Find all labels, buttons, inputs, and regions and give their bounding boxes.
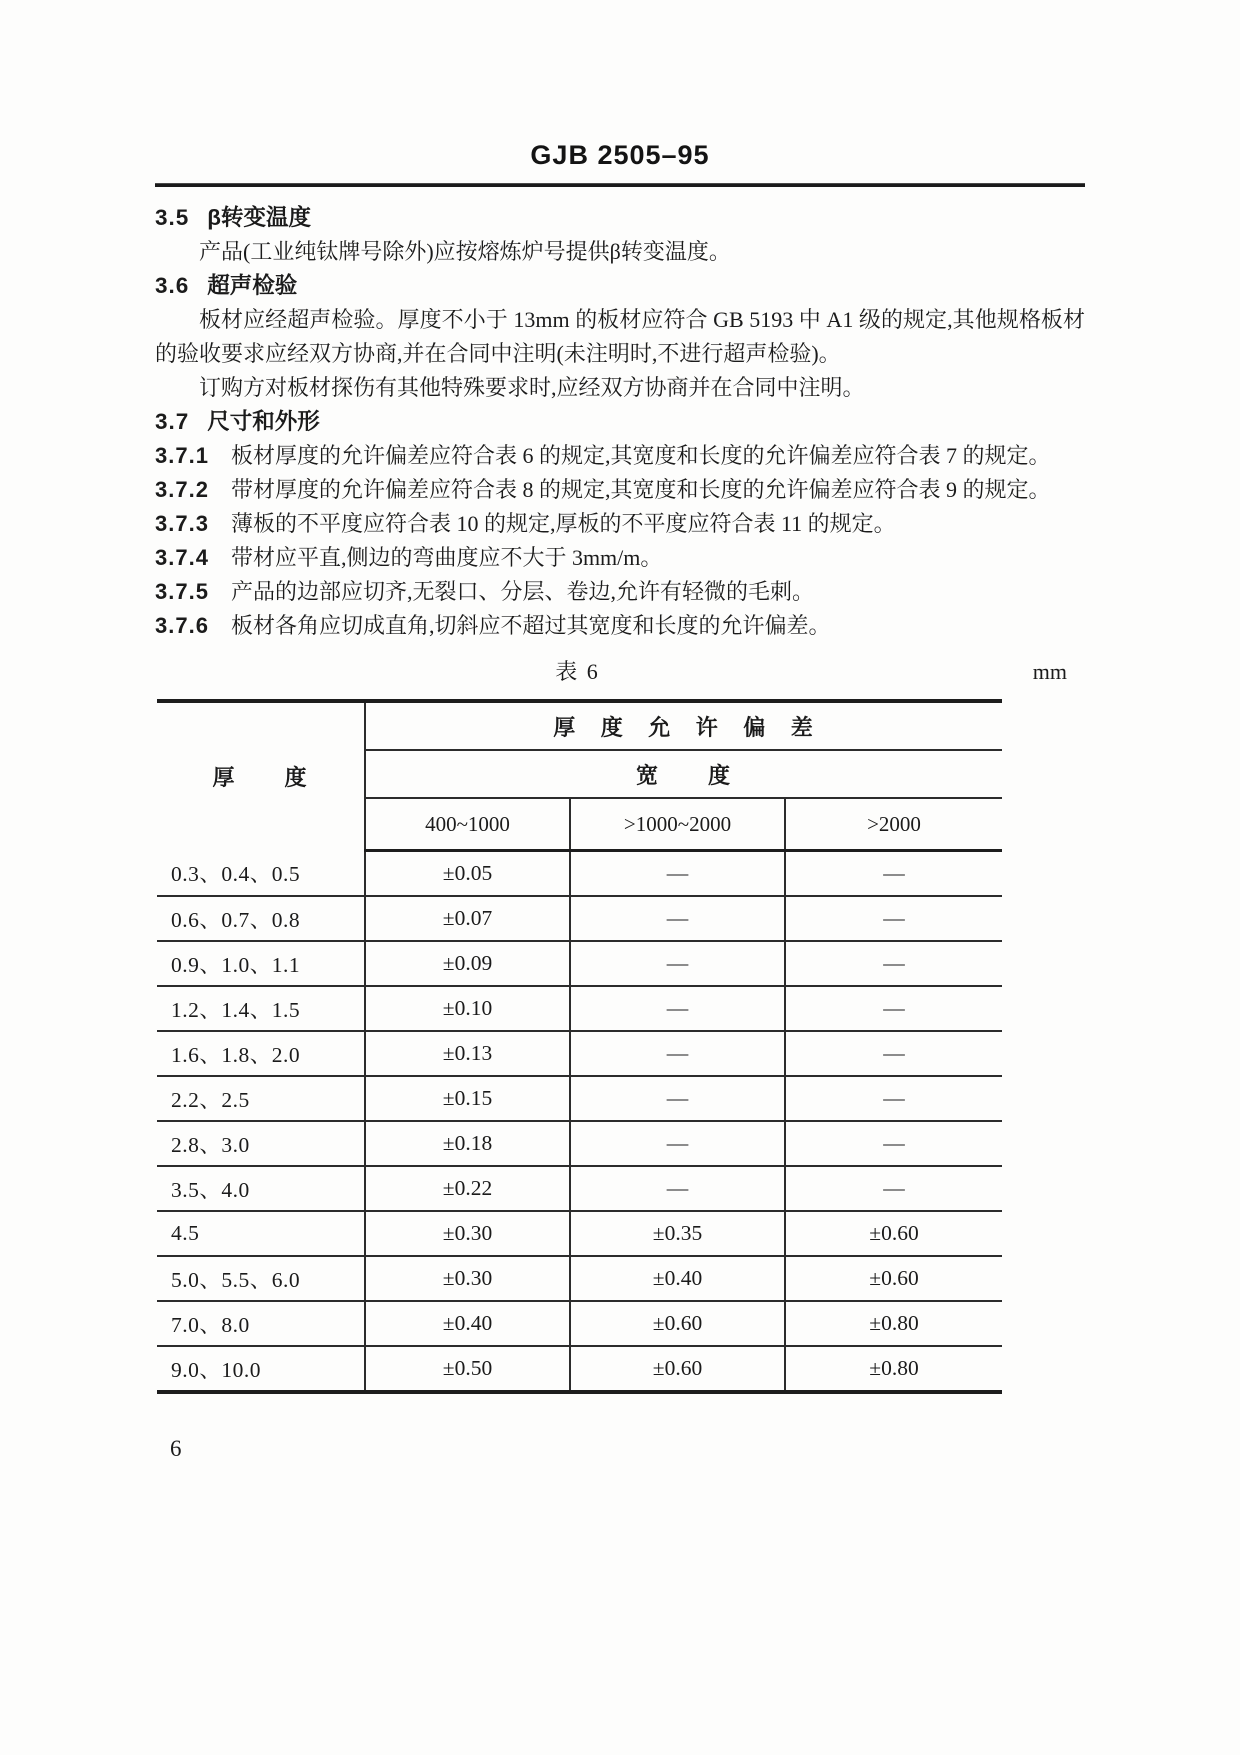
cell-dev-1000-2000: ±0.60 <box>570 1301 785 1346</box>
cell-dev-400-1000: ±0.05 <box>365 851 570 897</box>
cell-dev-over-2000: ±0.80 <box>785 1346 1002 1392</box>
clause-number: 3.7.5 <box>155 579 209 604</box>
clause <box>155 541 1085 575</box>
cell-dev-over-2000: ±0.60 <box>785 1256 1002 1301</box>
cell-dev-400-1000: ±0.30 <box>365 1211 570 1256</box>
cell-dev-1000-2000: ±0.35 <box>570 1211 785 1256</box>
paragraph <box>155 371 1085 405</box>
table-caption: 表 6 <box>555 659 600 684</box>
cell-thickness: 1.2、1.4、1.5 <box>157 986 365 1031</box>
table6-header-deviation: 厚 度 允 许 偏 差 <box>365 701 1002 750</box>
cell-dev-over-2000: ±0.80 <box>785 1301 1002 1346</box>
table-row <box>157 1211 1002 1256</box>
cell-dev-400-1000: ±0.10 <box>365 986 570 1031</box>
table-row <box>157 851 1002 897</box>
table6-body <box>157 851 1002 1393</box>
paragraph-text: 板材应经超声检验。厚度不小于 13mm 的板材应符合 GB 5193 中 A1 级的规定,其他规格板材的验收要求应经双方协商,并在合同中注明(未注明时,不进行超声检验)。 <box>155 307 1085 366</box>
cell-thickness: 0.3、0.4、0.5 <box>157 851 365 897</box>
clause-title: 超声检验 <box>207 273 298 298</box>
cell-dev-400-1000: ±0.18 <box>365 1121 570 1166</box>
clause-number: 3.5 <box>155 205 190 230</box>
document-code: GJB 2505–95 <box>530 140 710 170</box>
clause-text: 板材各角应切成直角,切斜应不超过其宽度和长度的允许偏差。 <box>230 613 831 638</box>
cell-dev-400-1000: ±0.30 <box>365 1256 570 1301</box>
table-row <box>157 1346 1002 1392</box>
cell-dev-1000-2000: — <box>570 1166 785 1211</box>
cell-dev-1000-2000: ±0.40 <box>570 1256 785 1301</box>
cell-dev-400-1000: ±0.07 <box>365 896 570 941</box>
table-row <box>157 1166 1002 1211</box>
table-row <box>157 1121 1002 1166</box>
table6-header-width: 宽 度 <box>365 750 1002 798</box>
table-row <box>157 986 1002 1031</box>
clause <box>155 507 1085 541</box>
cell-dev-1000-2000: — <box>570 1076 785 1121</box>
table-row <box>157 1076 1002 1121</box>
cell-dev-over-2000: — <box>785 1121 1002 1166</box>
clause-number: 3.7.1 <box>155 443 209 468</box>
clause-heading <box>155 405 1085 439</box>
cell-dev-over-2000: — <box>785 986 1002 1031</box>
clauses <box>155 201 1085 643</box>
clause-text: 薄板的不平度应符合表 10 的规定,厚板的不平度应符合表 11 的规定。 <box>230 511 896 536</box>
cell-dev-400-1000: ±0.22 <box>365 1166 570 1211</box>
cell-dev-1000-2000: — <box>570 851 785 897</box>
clause-heading <box>155 201 1085 235</box>
cell-dev-over-2000: — <box>785 1031 1002 1076</box>
cell-dev-400-1000: ±0.15 <box>365 1076 570 1121</box>
table-unit-label: mm <box>1032 659 1067 684</box>
cell-dev-400-1000: ±0.09 <box>365 941 570 986</box>
clause <box>155 575 1085 609</box>
cell-thickness: 5.0、5.5、6.0 <box>157 1256 365 1301</box>
cell-dev-1000-2000: ±0.60 <box>570 1346 785 1392</box>
table6-header-range-2: >1000~2000 <box>570 798 785 851</box>
cell-dev-over-2000: — <box>785 896 1002 941</box>
clause-number: 3.7.2 <box>155 477 209 502</box>
table6-header-range-1: 400~1000 <box>365 798 570 851</box>
cell-thickness: 2.8、3.0 <box>157 1121 365 1166</box>
clause-text: 产品的边部应切齐,无裂口、分层、卷边,允许有轻微的毛刺。 <box>230 579 814 604</box>
paragraph <box>155 235 1085 269</box>
table-row <box>157 1256 1002 1301</box>
cell-dev-1000-2000: — <box>570 896 785 941</box>
clause <box>155 439 1085 473</box>
cell-thickness: 0.6、0.7、0.8 <box>157 896 365 941</box>
clause-heading <box>155 269 1085 303</box>
cell-dev-1000-2000: — <box>570 1121 785 1166</box>
clause-number: 3.7 <box>155 409 190 434</box>
cell-thickness: 4.5 <box>157 1211 365 1256</box>
clause-number: 3.7.3 <box>155 511 209 536</box>
cell-thickness: 2.2、2.5 <box>157 1076 365 1121</box>
cell-thickness: 1.6、1.8、2.0 <box>157 1031 365 1076</box>
table6-header-thickness: 厚 度 <box>157 701 365 851</box>
paragraph-text: 订购方对板材探伤有其他特殊要求时,应经双方协商并在合同中注明。 <box>199 375 865 400</box>
clause <box>155 473 1085 507</box>
page-content <box>155 140 1085 1462</box>
clause-number: 3.7.4 <box>155 545 209 570</box>
clause-text: 带材应平直,侧边的弯曲度应不大于 3mm/m。 <box>230 545 663 570</box>
clause-text: 板材厚度的允许偏差应符合表 6 的规定,其宽度和长度的允许偏差应符合表 7 的规定。 <box>230 443 1051 468</box>
cell-dev-1000-2000: — <box>570 1031 785 1076</box>
cell-dev-400-1000: ±0.40 <box>365 1301 570 1346</box>
cell-thickness: 7.0、8.0 <box>157 1301 365 1346</box>
table-row <box>157 941 1002 986</box>
table-row <box>157 1031 1002 1076</box>
clause-text: 带材厚度的允许偏差应符合表 8 的规定,其宽度和长度的允许偏差应符合表 9 的规定。 <box>230 477 1051 502</box>
page-number: 6 <box>170 1436 182 1461</box>
cell-dev-1000-2000: — <box>570 941 785 986</box>
cell-dev-400-1000: ±0.13 <box>365 1031 570 1076</box>
cell-dev-over-2000: — <box>785 1076 1002 1121</box>
table6-header-range-3: >2000 <box>785 798 1002 851</box>
cell-dev-over-2000: — <box>785 1166 1002 1211</box>
clause-title: 尺寸和外形 <box>207 409 320 434</box>
cell-dev-1000-2000: — <box>570 986 785 1031</box>
cell-thickness: 9.0、10.0 <box>157 1346 365 1392</box>
cell-dev-over-2000: — <box>785 941 1002 986</box>
paragraph <box>155 303 1085 371</box>
paragraph-text: 产品(工业纯钛牌号除外)应按熔炼炉号提供β转变温度。 <box>199 239 731 264</box>
cell-dev-over-2000: — <box>785 851 1002 897</box>
clause-number: 3.6 <box>155 273 190 298</box>
table-caption-row <box>155 655 1085 689</box>
cell-dev-400-1000: ±0.50 <box>365 1346 570 1392</box>
table6 <box>157 699 1002 1394</box>
table-row <box>157 1301 1002 1346</box>
cell-dev-over-2000: ±0.60 <box>785 1211 1002 1256</box>
clause-title: β转变温度 <box>207 205 312 230</box>
cell-thickness: 3.5、4.0 <box>157 1166 365 1211</box>
table-row <box>157 896 1002 941</box>
clause-number: 3.7.6 <box>155 613 209 638</box>
cell-thickness: 0.9、1.0、1.1 <box>157 941 365 986</box>
clause <box>155 609 1085 643</box>
header-rule <box>155 183 1085 187</box>
